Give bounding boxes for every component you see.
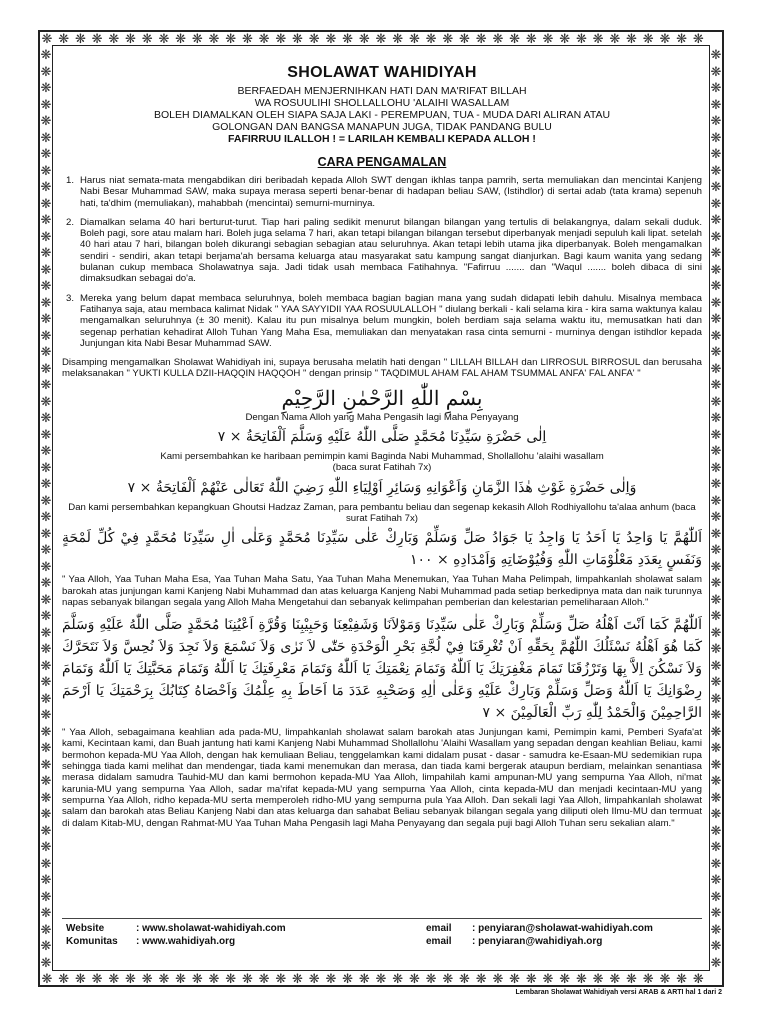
floral-border-icon: ❋ bbox=[475, 31, 487, 46]
floral-border-icon: ❋ bbox=[710, 789, 722, 805]
floral-border-icon: ❋ bbox=[692, 971, 704, 986]
floral-border-icon: ❋ bbox=[710, 806, 722, 821]
floral-border-icon: ❋ bbox=[40, 179, 52, 194]
floral-border-icon: ❋ bbox=[710, 525, 722, 541]
floral-border-icon: ❋ bbox=[710, 162, 722, 178]
floral-border-icon: ❋ bbox=[710, 674, 722, 689]
floral-border-icon: ❋ bbox=[592, 971, 604, 986]
floral-border-icon: ❋ bbox=[710, 261, 722, 277]
footer bbox=[66, 922, 702, 948]
floral-border-icon: ❋ bbox=[342, 971, 354, 986]
floral-border-icon: ❋ bbox=[659, 971, 671, 986]
floral-border-icon: ❋ bbox=[40, 641, 52, 656]
arabic-text-3: اَللّٰهُمَّ يَا وَاحِدُ يَا اَحَدُ يَا وَاجِدُ يَا جَوَادُ صَلِّ وَسَلِّمْ وَبَارِكْ عَلٰى سَيِّدِنَا مُحَمَّدٍ وَعَلٰى اٰلِ سَيِّدِنَا مُحَمَّدٍ فِيْ كُلِّ لَمْحَةٍ وَنَفَسٍ بِعَدَدِ مَعْلُوْمَاتِ اللّٰهِ وَفُيُوْضَاتِهِ وَاَمْدَادِهِ × ١٠٠ bbox=[62, 530, 702, 569]
floral-border-icon: ❋ bbox=[40, 657, 52, 673]
floral-border-icon: ❋ bbox=[710, 360, 722, 376]
floral-border-icon: ❋ bbox=[40, 888, 52, 904]
floral-border-icon: ❋ bbox=[74, 31, 86, 46]
arabic-text-2: وَاِلٰى حَضْرَةِ غَوْثِ هٰذَا الزَّمَانِ وَاَعْوَانِهِ وَسَائِرِ اَوْلِيَاءِ اللّٰهِ رَضِيَ اللّٰهُ تَعَالٰى عَنْهُمْ اَلْفَاتِحَةُ × ٧ bbox=[127, 479, 637, 496]
floral-border-icon: ❋ bbox=[592, 31, 604, 46]
floral-border-icon: ❋ bbox=[710, 96, 722, 112]
floral-border-icon: ❋ bbox=[710, 278, 722, 293]
floral-border-icon: ❋ bbox=[40, 674, 52, 689]
floral-border-icon: ❋ bbox=[710, 212, 722, 227]
floral-border-icon: ❋ bbox=[40, 96, 52, 112]
item-text: Harus niat semata-mata mengabdikan diri beribadah kepada Alloh SWT dengan ikhlas tanpa pamrih, serta memuliakan dan mencintai Kanjeng Nabi Besar Muhammad SAW, maka supaya merasa seperti benar-benar di hadapan beliau SAW, (Istihdlor) di sertai adab (tata krama) sepenuh hati, ta'dhim (memuliakan), mahabbah (mencintai) semurni-murninya. bbox=[80, 175, 702, 209]
floral-border-icon: ❋ bbox=[710, 773, 722, 788]
floral-border-icon: ❋ bbox=[225, 31, 237, 46]
floral-border-icon: ❋ bbox=[710, 146, 722, 161]
floral-border-icon: ❋ bbox=[40, 789, 52, 805]
translation-1: Kami persembahkan ke haribaan pemimpin kami Baginda Nabi Muhammad, Shollallohu 'alaihi wasallam bbox=[160, 451, 604, 463]
floral-border-icon: ❋ bbox=[40, 954, 52, 970]
arabic-text-1: اِلٰى حَضْرَةِ سَيِّدِنَا مُحَمَّدٍ صَلَّى اللّٰهُ عَلَيْهِ وَسَلَّمَ اَلْفَاتِحَةُ × ٧ bbox=[217, 429, 547, 446]
floral-border-icon: ❋ bbox=[40, 905, 52, 920]
floral-border-icon: ❋ bbox=[91, 971, 103, 986]
floral-border-icon: ❋ bbox=[40, 558, 52, 574]
floral-border-icon: ❋ bbox=[710, 393, 722, 409]
floral-border-icon: ❋ bbox=[40, 162, 52, 178]
floral-border-icon: ❋ bbox=[40, 608, 52, 623]
floral-border-icon: ❋ bbox=[40, 113, 52, 128]
footer-row bbox=[66, 935, 702, 948]
floral-border-icon: ❋ bbox=[710, 410, 722, 425]
section-title: CARA PENGAMALAN bbox=[317, 155, 447, 169]
note-1: (baca surat Fatihah 7x) bbox=[332, 462, 432, 474]
floral-border-icon: ❋ bbox=[710, 723, 722, 739]
floral-border-icon: ❋ bbox=[40, 360, 52, 376]
floral-border-icon: ❋ bbox=[40, 393, 52, 409]
floral-border-icon: ❋ bbox=[459, 31, 470, 46]
floral-border-icon: ❋ bbox=[442, 971, 454, 986]
floral-border-icon: ❋ bbox=[258, 31, 270, 46]
floral-border-icon: ❋ bbox=[408, 971, 420, 986]
floral-border-icon: ❋ bbox=[258, 971, 270, 986]
floral-border-icon: ❋ bbox=[710, 113, 722, 128]
floral-border-icon: ❋ bbox=[40, 212, 52, 227]
floral-border-icon: ❋ bbox=[542, 971, 554, 986]
floral-border-icon: ❋ bbox=[292, 31, 303, 46]
floral-border-icon: ❋ bbox=[475, 971, 487, 986]
floral-border-icon: ❋ bbox=[40, 426, 52, 442]
floral-border-icon: ❋ bbox=[425, 971, 437, 986]
floral-border-icon: ❋ bbox=[710, 509, 722, 524]
basmalah-translation: Dengan Nama Alloh yang Maha Pengasih lagi Maha Penyayang bbox=[245, 411, 519, 423]
floral-border-icon: ❋ bbox=[325, 31, 337, 46]
basmalah-calligraphy: بِسْمِ اللّٰهِ الرَّحْمٰنِ الرَّحِيْمِ bbox=[281, 385, 483, 410]
floral-border-icon: ❋ bbox=[308, 971, 320, 986]
floral-border-icon: ❋ bbox=[342, 31, 354, 46]
floral-border-icon: ❋ bbox=[40, 509, 52, 524]
floral-border-icon: ❋ bbox=[41, 971, 53, 986]
floral-border-icon: ❋ bbox=[40, 756, 52, 772]
floral-border-icon: ❋ bbox=[40, 459, 52, 475]
floral-border-icon: ❋ bbox=[40, 839, 52, 854]
floral-border-icon: ❋ bbox=[442, 31, 454, 46]
floral-border-icon: ❋ bbox=[710, 872, 722, 887]
list-item bbox=[62, 217, 702, 285]
floral-border-icon: ❋ bbox=[40, 47, 52, 62]
floral-border-icon: ❋ bbox=[692, 31, 704, 46]
floral-border-icon: ❋ bbox=[575, 971, 587, 986]
floral-border-icon: ❋ bbox=[40, 591, 52, 607]
email-label: email bbox=[426, 923, 452, 934]
floral-border-icon: ❋ bbox=[559, 31, 571, 46]
floral-border-icon: ❋ bbox=[710, 591, 722, 607]
floral-border-icon: ❋ bbox=[425, 31, 437, 46]
item-number: 1. bbox=[66, 175, 75, 186]
floral-border-icon: ❋ bbox=[40, 938, 52, 953]
floral-border-icon: ❋ bbox=[40, 344, 52, 359]
floral-border-icon: ❋ bbox=[710, 443, 722, 458]
floral-border-icon: ❋ bbox=[125, 971, 136, 986]
subtitle-line: WA ROSUULIHI SHOLLALLOHU 'ALAIHI WASALLAM bbox=[254, 97, 510, 109]
floral-border-icon: ❋ bbox=[40, 740, 52, 755]
floral-border-icon: ❋ bbox=[509, 31, 521, 46]
document-body bbox=[62, 52, 702, 835]
floral-border-icon: ❋ bbox=[40, 377, 52, 392]
floral-border-icon: ❋ bbox=[208, 971, 220, 986]
floral-border-icon: ❋ bbox=[392, 971, 404, 986]
floral-border-icon: ❋ bbox=[40, 822, 52, 838]
floral-border-icon: ❋ bbox=[40, 228, 52, 244]
floral-border-icon: ❋ bbox=[241, 31, 253, 46]
floral-border-icon: ❋ bbox=[40, 443, 52, 458]
email-link[interactable]: : penyiaran@wahidiyah.org bbox=[472, 936, 603, 947]
motto: FAFIRRUU ILALLOH ! = LARILAH KEMBALI KEPADA ALLOH ! bbox=[228, 133, 536, 145]
floral-border-icon: ❋ bbox=[40, 476, 52, 491]
floral-border-icon: ❋ bbox=[125, 31, 136, 46]
floral-border-icon: ❋ bbox=[141, 31, 153, 46]
floral-border-icon: ❋ bbox=[710, 492, 722, 508]
floral-border-icon: ❋ bbox=[626, 971, 637, 986]
list-item bbox=[62, 293, 702, 349]
floral-border-icon: ❋ bbox=[710, 905, 722, 920]
floral-border-icon: ❋ bbox=[175, 971, 187, 986]
floral-border-icon: ❋ bbox=[40, 492, 52, 508]
floral-border-icon: ❋ bbox=[492, 971, 504, 986]
floral-border-icon: ❋ bbox=[74, 971, 86, 986]
floral-border-icon: ❋ bbox=[40, 327, 52, 343]
floral-border-icon: ❋ bbox=[710, 756, 722, 772]
floral-border-icon: ❋ bbox=[40, 195, 52, 211]
floral-border-icon: ❋ bbox=[710, 476, 722, 491]
floral-border-icon: ❋ bbox=[40, 773, 52, 788]
translation-2: Dan kami persembahkan kepangkuan Ghoutsi Hadzaz Zaman, para pembantu beliau dan segenap kekasih Alloh Rodhiyallohu ta'alaa anhum (baca surat Fatihah 7x) bbox=[68, 501, 696, 524]
floral-border-icon: ❋ bbox=[308, 31, 320, 46]
subtitle-line: BOLEH DIAMALKAN OLEH SIAPA SAJA LAKI - PEREMPUAN, TUA - MUDA DARI ALIRAN ATAU bbox=[153, 109, 611, 121]
floral-border-icon: ❋ bbox=[408, 31, 420, 46]
floral-border-icon: ❋ bbox=[208, 31, 220, 46]
floral-border-icon: ❋ bbox=[191, 971, 203, 986]
floral-border-icon: ❋ bbox=[710, 855, 722, 871]
floral-border-icon: ❋ bbox=[40, 872, 52, 887]
floral-border-icon: ❋ bbox=[40, 245, 52, 260]
floral-border-icon: ❋ bbox=[710, 195, 722, 211]
floral-border-icon: ❋ bbox=[710, 657, 722, 673]
item-number: 2. bbox=[66, 216, 75, 228]
floral-border-icon: ❋ bbox=[58, 31, 70, 46]
floral-border-icon: ❋ bbox=[40, 806, 52, 821]
footer-divider bbox=[62, 918, 702, 919]
floral-border-icon: ❋ bbox=[710, 921, 722, 937]
floral-border-icon: ❋ bbox=[710, 426, 722, 442]
floral-border-icon: ❋ bbox=[710, 954, 722, 970]
floral-border-icon: ❋ bbox=[91, 31, 103, 46]
email-link[interactable]: : penyiaran@sholawat-wahidiyah.com bbox=[472, 923, 653, 934]
floral-border-icon: ❋ bbox=[40, 707, 52, 722]
floral-border-icon: ❋ bbox=[40, 575, 52, 590]
floral-border-icon: ❋ bbox=[710, 311, 722, 326]
floral-border-icon: ❋ bbox=[175, 31, 187, 46]
floral-border-icon: ❋ bbox=[542, 31, 554, 46]
translation-3: " Yaa Alloh, Yaa Tuhan Maha Esa, Yaa Tuhan Maha Satu, Yaa Tuhan Maha Menemukan, Yaa Tuhan Maha Pelimpah, limpahkanlah sholawat salam barokah atas junjungan kami Kanjeng Nabi Muhammad dan atas keluarga Kanjeng Nabi Muhammad pada setiap berkedipnya mata dan naik turunnya napas sebanyak bilangan segala yang Alloh Maha Mengetahui dan sebanyak kelimpahan pemberian dan kelestarian pemeliharaan Alloh." bbox=[62, 574, 702, 608]
floral-border-icon: ❋ bbox=[710, 839, 722, 854]
floral-border-icon: ❋ bbox=[609, 971, 621, 986]
floral-border-icon: ❋ bbox=[40, 542, 52, 557]
floral-border-icon: ❋ bbox=[710, 624, 722, 640]
floral-border-icon: ❋ bbox=[40, 410, 52, 425]
floral-border-icon: ❋ bbox=[710, 327, 722, 343]
floral-border-icon: ❋ bbox=[710, 47, 722, 62]
floral-border-icon: ❋ bbox=[459, 971, 470, 986]
floral-border-icon: ❋ bbox=[358, 31, 370, 46]
floral-border-icon: ❋ bbox=[241, 971, 253, 986]
floral-border-icon: ❋ bbox=[710, 822, 722, 838]
floral-border-icon: ❋ bbox=[40, 129, 52, 145]
floral-border-icon: ❋ bbox=[559, 971, 571, 986]
floral-border-icon: ❋ bbox=[40, 723, 52, 739]
floral-border-icon: ❋ bbox=[710, 129, 722, 145]
floral-border-icon: ❋ bbox=[40, 624, 52, 640]
subtitle-line: BERFAEDAH MENJERNIHKAN HATI DAN MA'RIFAT BILLAH bbox=[237, 85, 527, 97]
page-title: SHOLAWAT WAHIDIYAH bbox=[287, 64, 477, 81]
floral-border-icon: ❋ bbox=[710, 888, 722, 904]
floral-border-icon: ❋ bbox=[710, 575, 722, 590]
item-text: Diamalkan selama 40 hari berturut-turut. Tiap hari paling sedikit menurut bilangan bilangan yang tertulis di belakangnya, dalam sekali duduk. Boleh pagi, sore atau malam hari. Boleh juga selama 7 hari, akan tetapi bilangan bilangan tersebut diperbanyak menjadi sepuluh kali lipat. setelah 40 hari atau 7 hari, bilangan boleh dikurangi sebagian sebagian atau seluruhnya. Akan tetapi lebih utama jika diperbanyak. Boleh mengamalkan sendiri - sendiri, akan tetapi berjama'ah bersama keluarga atau masyarakat satu kampung sangat dianjurkan. Bagi kaum wanita yang sedang bulanan cukup membaca Sholawatnya saja. Jadi tidak usah membaca Fatihahnya. "Fafirruu ....... dan "Waqul ....... boleh dibaca di sini dimaksudkan sebagai do'a. bbox=[80, 216, 702, 285]
floral-border-icon: ❋ bbox=[626, 31, 637, 46]
floral-border-icon: ❋ bbox=[108, 31, 120, 46]
floral-border-icon: ❋ bbox=[710, 459, 722, 475]
floral-border-icon: ❋ bbox=[710, 608, 722, 623]
floral-border-icon: ❋ bbox=[392, 31, 404, 46]
floral-border-icon: ❋ bbox=[40, 311, 52, 326]
translation-4: " Yaa Alloh, sebagaimana keahlian ada pada-MU, limpahkanlah sholawat salam barokah atas Junjungan kami, Pemimpin kami, Pemberi Syafa'at kami, Kecintaan kami, dan Buah jantung hati kami Kanjeng Nabi Muhammad Shollallohu 'Alaihi Wasallam yang sepadan dengan keahlian Beliau, kami bermohon kepada-MU Yaa Alloh, dengan hak kemuliaan Beliau, tenggelamkan kami didalam pusat - dasar - samudra ke-Esaan-MU sedemikian rupa sehingga tiada kami melihat dan mendengar, tiada kami menemukan dan merasa, dan tiada kami bergerak ataupun berdiam, melainkan senantiasa merasa didalam samudra Tauhid-MU dan kami bermohon kepada-MU Yaa Alloh, limpahilah kami ampunan-MU yang sempurna Yaa Alloh, ni'mat karunia-MU yang sempurna Yaa Alloh, sadar ma'rifat kepada-MU yang sempurna Yaa Alloh, cinta kepada-MU dan menjadi kecintaan-MU yang sempurna Yaa Alloh, ridho kepada-MU serta memperoleh ridho-MU yang sempurna pula Yaa Alloh. Dan sekali lagi Yaa Alloh, limpahkanlah sholawat salam dan barokah atas Beliau Kanjeng Nabi dan atas keluarga dan sahabat Beliau sebanyak bilangan segala yang diliputi oleh Ilmu-MU dan termuat di dalam Kitab-MU, dengan Rahmat-MU Yaa Tuhan Maha Pengasih lagi Maha Penyayang dan segala puji bagi Alloh Tuhan seru sekalian alam." bbox=[62, 727, 702, 829]
floral-border-icon: ❋ bbox=[191, 31, 203, 46]
floral-border-icon: ❋ bbox=[375, 971, 387, 986]
floral-border-icon: ❋ bbox=[40, 278, 52, 293]
intro-paragraph: Disamping mengamalkan Sholawat Wahidiyah ini, supaya berusaha melatih hati dengan " LILLAH BILLAH dan LIRROSUL BIRROSUL dan berusaha melaksanakan " YUKTI KULLA DZII-HAQQIN HAQQOH " dengan prinsip " TAQDIMUL AHAM FAL AHAM TSUMMAL ANFA' FAL ANFA' " bbox=[62, 357, 702, 380]
floral-border-icon: ❋ bbox=[525, 971, 537, 986]
floral-border-icon: ❋ bbox=[158, 31, 170, 46]
floral-border-icon: ❋ bbox=[509, 971, 521, 986]
community-label: Komunitas bbox=[66, 936, 118, 947]
floral-border-icon: ❋ bbox=[325, 971, 337, 986]
floral-border-icon: ❋ bbox=[676, 31, 688, 46]
floral-border-icon: ❋ bbox=[710, 179, 722, 194]
floral-border-icon: ❋ bbox=[710, 228, 722, 244]
floral-border-icon: ❋ bbox=[275, 31, 287, 46]
floral-border-icon: ❋ bbox=[40, 63, 52, 79]
floral-border-icon: ❋ bbox=[710, 641, 722, 656]
floral-border-icon: ❋ bbox=[710, 63, 722, 79]
floral-border-icon: ❋ bbox=[358, 971, 370, 986]
floral-border-icon: ❋ bbox=[225, 971, 237, 986]
floral-border-icon: ❋ bbox=[108, 971, 120, 986]
floral-border-icon: ❋ bbox=[676, 971, 688, 986]
floral-border-icon: ❋ bbox=[492, 31, 504, 46]
floral-border-icon: ❋ bbox=[40, 294, 52, 310]
floral-border-icon: ❋ bbox=[575, 31, 587, 46]
item-number: 3. bbox=[66, 292, 75, 304]
email-label: email bbox=[426, 936, 452, 947]
floral-border-icon: ❋ bbox=[158, 971, 170, 986]
floral-border-icon: ❋ bbox=[710, 558, 722, 574]
floral-border-icon: ❋ bbox=[275, 971, 287, 986]
floral-border-icon: ❋ bbox=[642, 31, 654, 46]
floral-border-icon: ❋ bbox=[141, 971, 153, 986]
floral-border-icon: ❋ bbox=[40, 690, 52, 706]
floral-border-icon: ❋ bbox=[710, 542, 722, 557]
floral-border-icon: ❋ bbox=[375, 31, 387, 46]
community-link[interactable]: : www.wahidiyah.org bbox=[136, 936, 236, 947]
floral-border-icon: ❋ bbox=[710, 740, 722, 755]
floral-border-icon: ❋ bbox=[40, 921, 52, 937]
website-link[interactable]: : www.sholawat-wahidiyah.com bbox=[136, 923, 286, 934]
floral-border-icon: ❋ bbox=[710, 690, 722, 706]
floral-border-icon: ❋ bbox=[710, 377, 722, 392]
floral-border-icon: ❋ bbox=[710, 294, 722, 310]
item-text: Mereka yang belum dapat membaca seluruhnya, boleh membaca bagian bagian mana yang sudah didapati lebih dahulu. Misalnya membaca Fatihanya saja, atau membaca kalimat Nidak " YAA SAYYIDII YAA ROSUULALLOH " diulang berkali - kali selama kira - kira sama waktunya kalau mengamalkan seluruhnya (± 30 menit). Kalau itu pun misalnya belum mungkin, boleh berdiam saja selama waktu itu, memusatkan hati dan segenap perhatian kehadirat Alloh Tuhan Yang Maha Esa, memuliakan dan menyatakan rasa cinta semurni - murninya dengan istihdlor kepada Junjungan kita Nabi Besar Muhammad SAW. bbox=[80, 292, 702, 349]
floral-border-icon: ❋ bbox=[710, 344, 722, 359]
floral-border-icon: ❋ bbox=[40, 80, 52, 95]
floral-border-icon: ❋ bbox=[609, 31, 621, 46]
floral-border-icon: ❋ bbox=[40, 261, 52, 277]
floral-border-icon: ❋ bbox=[40, 146, 52, 161]
floral-border-icon: ❋ bbox=[40, 855, 52, 871]
floral-border-icon: ❋ bbox=[710, 707, 722, 722]
floral-border-icon: ❋ bbox=[710, 245, 722, 260]
floral-border-icon: ❋ bbox=[642, 971, 654, 986]
website-label: Website bbox=[66, 923, 105, 934]
floral-border-icon: ❋ bbox=[525, 31, 537, 46]
floral-border-icon: ❋ bbox=[292, 971, 303, 986]
footer-row bbox=[66, 922, 702, 935]
floral-border-icon: ❋ bbox=[40, 525, 52, 541]
list-item bbox=[62, 175, 702, 209]
floral-border-icon: ❋ bbox=[710, 938, 722, 953]
subtitle-line: GOLONGAN DAN BANGSA MANAPUN JUGA, TIDAK PANDANG BULU bbox=[212, 121, 552, 133]
arabic-text-4: اَللّٰهُمَّ كَمَا اَنْتَ اَهْلُهُ صَلِّ وَسَلِّمْ وَبَارِكْ عَلٰى سَيِّدِنَا وَمَوْلاَنَا وَشَفِيْعِنَا وَحَبِيْبِنَا وَقُرَّةِ اَعْيُنِنَا مُحَمَّدٍ صَلَّى اللّٰهُ عَلَيْهِ وَسَلَّمَ كَمَا هُوَ اَهْلُهُ نَسْئَلُكَ اللّٰهُمَّ بِحَقِّهِ اَنْ تُغْرِقَنَا فِيْ لُجَّةِ بَحْرِ الْوَحْدَةِ حَتّٰى لاَ نَرٰى وَلاَ نَسْمَعَ وَلاَ نَجِدَ وَلاَ نُحِسَّ وَلاَ نَتَحَرَّكَ وَلاَ نَسْكُنَ اِلاَّ بِهَا وَتَرْزُقَنَا تَمَامَ مَغْفِرَتِكَ يَا اَللّٰهُ وَتَمَامَ نِعْمَتِكَ يَا اَللّٰهُ وَتَمَامَ مَعْرِفَتِكَ يَا اَللّٰهُ وَتَمَامَ مَحَبَّتِكَ يَا اَللّٰهُ وَتَمَامَ رِضْوَانِكَ يَا اَللّٰهُ وَصَلِّ وَسَلِّمْ وَبَارِكْ عَلَيْهِ وَعَلٰى اٰلِهِ وَصَحْبِهِ عَدَدَ مَا اَحَاطَ بِهِ عِلْمُكَ وَاَحْصَاهُ كِتَابُكَ بِرَحْمَتِكَ يَا اَرْحَمَ الرَّاحِمِيْنَ وَالْحَمْدُ لِلّٰهِ رَبِّ الْعَالَمِيْنَ × ٧ bbox=[62, 617, 702, 722]
floral-border-icon: ❋ bbox=[710, 80, 722, 95]
floral-border-icon: ❋ bbox=[659, 31, 671, 46]
page-note: Lembaran Sholawat Wahidiyah versi ARAB & ARTI hal 1 dari 2 bbox=[515, 989, 722, 996]
floral-border-icon: ❋ bbox=[58, 971, 70, 986]
floral-border-icon: ❋ bbox=[41, 31, 53, 46]
